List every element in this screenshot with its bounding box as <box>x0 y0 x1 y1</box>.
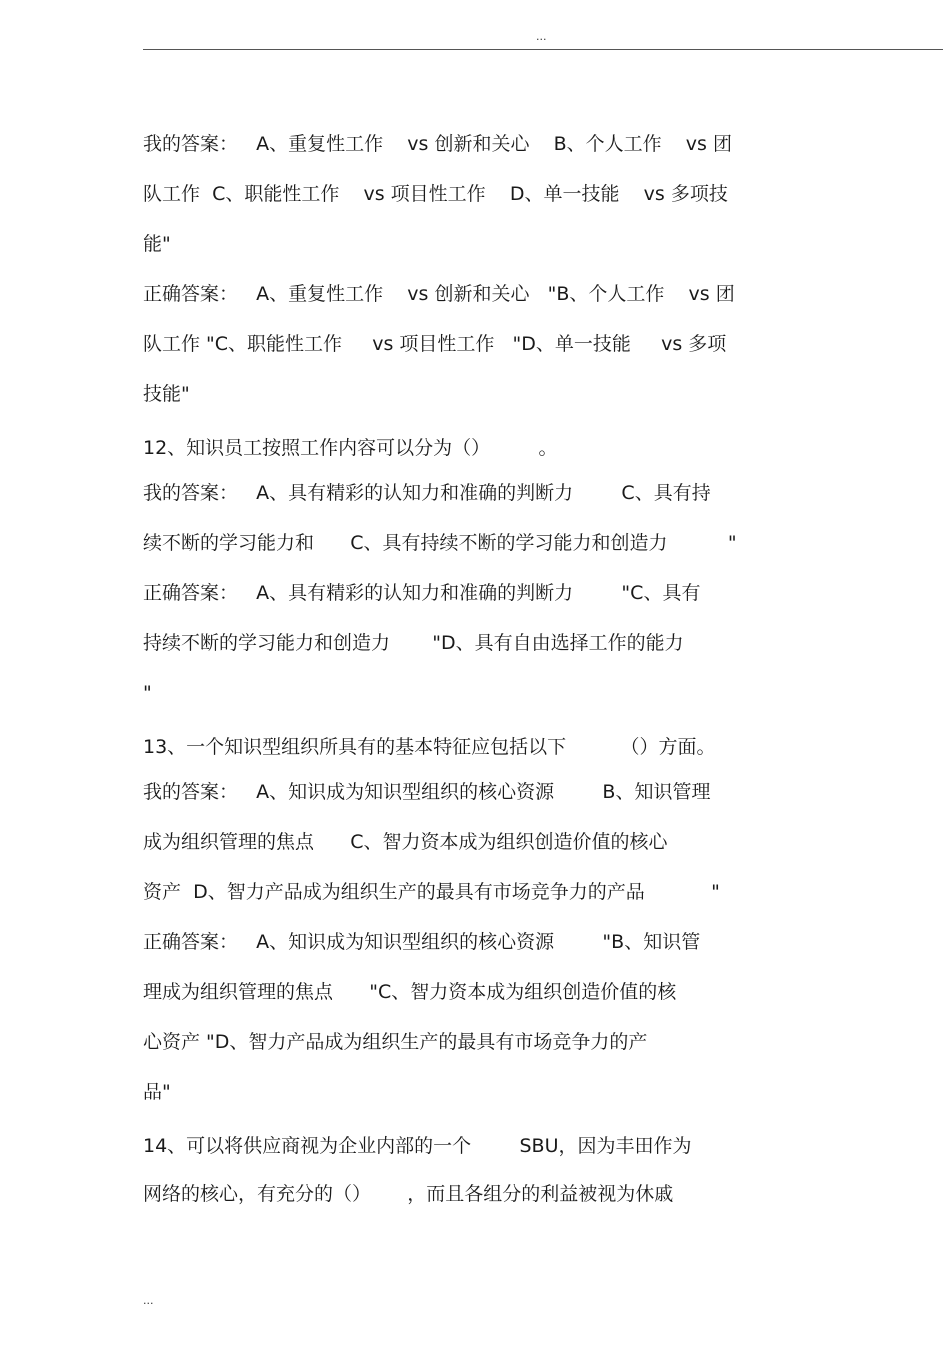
text-line: 能" <box>143 233 171 255</box>
text-line: 我的答案： A、具有精彩的认知力和准确的判断力 C、具有持 <box>143 482 711 504</box>
text-line: 心资产 "D、智力产品成为组织生产的最具有市场竞争力的产 <box>143 1031 648 1053</box>
page-header-mark: ... <box>536 30 547 43</box>
text-line: 我的答案： A、重复性工作 vs 创新和关心 B、个人工作 vs 团 <box>143 133 732 155</box>
text-line: 技能" <box>143 383 190 405</box>
text-line: 正确答案： A、重复性工作 vs 创新和关心 "B、个人工作 vs 团 <box>143 283 735 305</box>
question-text: 13、一个知识型组织所具有的基本特征应包括以下 （）方面。 <box>143 736 716 758</box>
question-text: 12、知识员工按照工作内容可以分为（） 。 <box>143 437 558 459</box>
question-text: 14、可以将供应商视为企业内部的一个 SBU，因为丰田作为 <box>143 1135 692 1157</box>
header-divider <box>143 49 943 50</box>
text-line: 我的答案： A、知识成为知识型组织的核心资源 B、知识管理 <box>143 781 711 803</box>
text-line: 队工作 C、职能性工作 vs 项目性工作 D、单一技能 vs 多项技 <box>143 183 728 205</box>
text-line: 队工作 "C、职能性工作 vs 项目性工作 "D、单一技能 vs 多项 <box>143 333 727 355</box>
text-line: 资产 D、智力产品成为组织生产的最具有市场竞争力的产品 " <box>143 881 720 903</box>
text-line: 成为组织管理的焦点 C、智力资本成为组织创造价值的核心 <box>143 831 668 853</box>
text-line: " <box>143 682 152 704</box>
text-line: 理成为组织管理的焦点 "C、智力资本成为组织创造价值的核 <box>143 981 677 1003</box>
text-line: 网络的核心，有充分的（） ，而且各组分的利益被视为休戚 <box>143 1183 674 1205</box>
text-line: 正确答案： A、具有精彩的认知力和准确的判断力 "C、具有 <box>143 582 701 604</box>
text-line: 续不断的学习能力和 C、具有持续不断的学习能力和创造力 " <box>143 532 737 554</box>
page-footer-mark: ... <box>143 1294 154 1307</box>
text-line: 品" <box>143 1081 171 1103</box>
text-line: 正确答案： A、知识成为知识型组织的核心资源 "B、知识管 <box>143 931 701 953</box>
text-line: 持续不断的学习能力和创造力 "D、具有自由选择工作的能力 <box>143 632 684 654</box>
